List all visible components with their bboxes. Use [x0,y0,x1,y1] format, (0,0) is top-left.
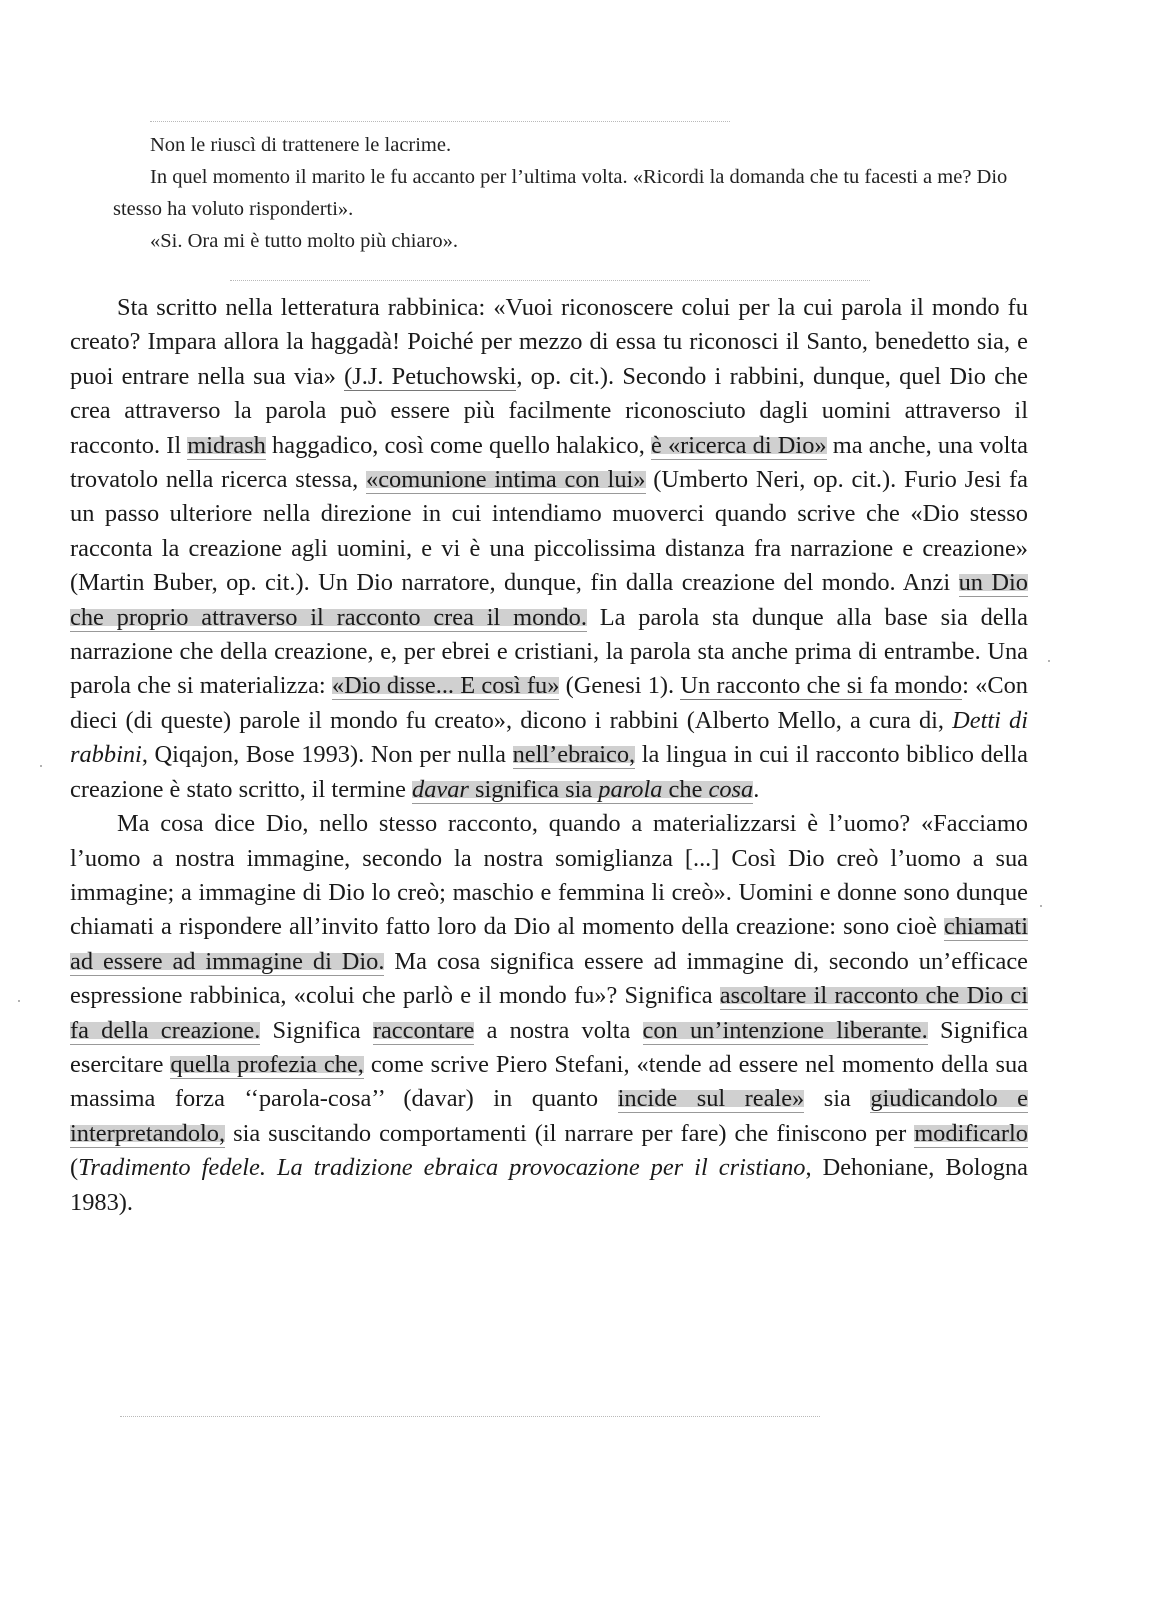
excerpt-line: Non le riuscì di trattenere le lacrime. [150,134,452,156]
text-run: ma anche, una volta trovatolo nella ricerca stessa, [70,431,1028,494]
text-run: Significa [260,1016,373,1044]
text-run: (Genesi 1). [559,672,681,700]
highlight-modificarlo: modificarlo [914,1119,1028,1147]
term-parola: parola [598,775,663,803]
text-run: La parola sta dunque alla base sia della narrazione che della creazione, e, per ebrei e cristiani, la parola sta anche prima di entrambe. Una parola che si materializza: [70,603,1028,700]
scan-speck [1048,660,1050,662]
text-run: , op. cit.). Secondo i rabbini, dunque, quel Dio che crea attraverso la parola può essere più facilmente riconosciuto dagli uomini attraverso il racconto. Il [70,362,1029,459]
text-run: . [753,775,760,803]
body-text [70,291,1028,1220]
text-run: a nostra volta [474,1016,643,1044]
highlight-immagine-di-dio: chiamati ad essere ad immagine di Dio. [70,913,1028,975]
title-detti-di-rabbini: Detti di rabbini [70,706,1028,769]
highlight-incide-sul-reale: incide sul reale» [617,1085,805,1113]
underline-racconto-mondo: Un racconto che si fa mondo [680,672,963,700]
story-excerpt [113,129,1033,257]
text-run: : «Con dieci (di queste) parole il mondo fu creato», dicono i rabbini (Alberto Mello, a cura di, [70,672,1028,734]
highlight-giudicandolo: giudicandolo e interpretandolo, [70,1085,1028,1147]
text-run: sia suscitando comportamenti (il narrare per fare) che finiscono per [225,1119,915,1147]
scan-speck [1040,905,1042,907]
text-run: ( [70,1154,79,1182]
paragraph-2 [70,807,1028,1220]
paragraph-1 [70,291,1028,807]
text-run: , Qiqajon, Bose 1993). Non per nulla [141,741,513,769]
text-run: haggadico, così come quello halakico, [265,431,651,459]
text-run: la lingua in cui il racconto biblico della creazione è stato scritto, il termine [70,741,1028,803]
text-run: come scrive Piero Stefani, «tende ad essere nel momento della sua massima forza ‘‘parola-cosa’’ (davar) in quanto [70,1050,1028,1113]
highlight-midrash: midrash [187,431,266,459]
highlight-ricerca-di-dio: è «ricerca di Dio» [651,431,827,459]
highlight-raccontare: raccontare [372,1016,475,1044]
highlight-significa: significa sia [468,775,599,803]
text-run: (Umberto Neri, op. cit.). Furio Jesi fa un passo ulteriore nella direzione in cui intendiamo muoverci quando scrive che «Dio stesso racconta la creazione agli uomini, e vi è una piccolissima distanza fra narrazione e creazione» (Martin Buber, op. cit.). Un Dio narratore, dunque, fin dalla creazione del mondo. Anzi [70,466,1028,597]
highlight-profezia: quella profezia che, [170,1050,364,1078]
term-cosa: cosa [708,775,754,803]
highlight-dio-disse: «Dio disse... E così fu» [331,672,560,700]
scan-speck [40,765,42,767]
excerpt-line: In quel momento il marito le fu accanto per l’ultima volta. «Ricordi la domanda che tu facesti a me? Dio stesso ha voluto risponderti». [113,166,1008,220]
text-run: Significa esercitare [70,1016,1029,1078]
text-run: Ma cosa significa essere ad immagine di, secondo un’efficace espressione rabbinica, «colui che parlò e il mondo fu»? Significa [70,947,1029,1010]
highlight-ascoltare: ascoltare il racconto che Dio ci fa della creazione. [70,982,1028,1044]
citation-petuchowski: (J.J. Petuchowski [344,362,517,390]
scan-divider-middle [230,280,870,281]
highlight-ebraico: nell’ebraico, [512,741,636,769]
title-tradimento-fedele: Tradimento fedele. La tradizione ebraica provocazione per il cristiano [78,1154,806,1182]
highlight-comunione-intima: «comunione intima con lui» [366,466,646,494]
text-run: Ma cosa dice Dio, nello stesso racconto, quando a materializzarsi è l’uomo? «Facciamo l’uomo a nostra immagine, secondo la nostra somiglianza [...] Così Dio creò l’uomo a sua immagine; a immagine di Dio lo creò; maschio e femmina li creò». Uomini e donne sono dunque chiamati a rispondere all’invito fatto loro da Dio al momento della creazione: sono cioè [70,810,1028,941]
text-run: , Dehoniane, Bologna 1983). [70,1154,1028,1216]
scan-divider-bottom [120,1416,820,1417]
highlight-intenzione-liberante: con un’intenzione liberante. [642,1016,928,1044]
excerpt-line: «Si. Ora mi è tutto molto più chiaro». [150,230,459,252]
highlight-dio-crea-il-mondo: un Dio che proprio attraverso il racconto crea il mondo. [70,569,1028,631]
text-run: sia [804,1085,871,1113]
term-davar: davar [412,775,469,803]
scan-divider-top [150,121,730,122]
scan-speck [18,1000,20,1002]
highlight-che: che [662,775,709,803]
text-run: Sta scritto nella letteratura rabbinica: «Vuoi riconoscere colui per la cui parola il mondo fu creato? Impara allora la haggadà! Poiché per mezzo di essa tu riconosci il Santo, benedetto sia, e puoi entrare nella sua via» [70,294,1028,390]
